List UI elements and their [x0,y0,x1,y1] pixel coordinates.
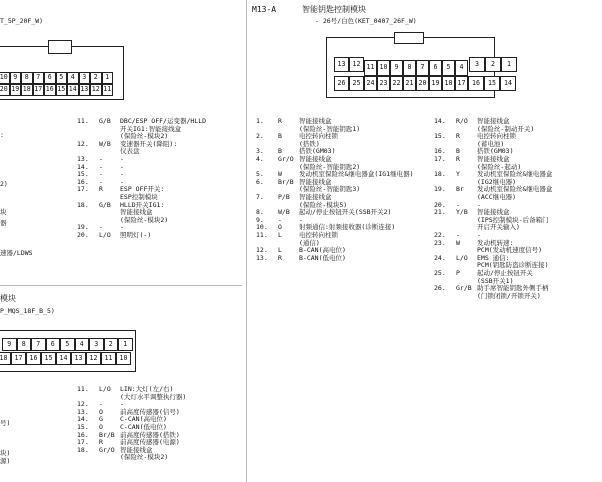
pin-12: 12 [90,84,102,96]
pin-9: 9 [390,60,403,76]
pin-4: 4 [75,338,90,351]
pin-description: 电控转向柱锁 (通信) [299,231,338,247]
wire-color: - [456,200,460,209]
pin-22: 22 [390,76,403,91]
wire-color: - [99,155,103,163]
pin-number: 13. [77,155,89,163]
pin-15: 15 [56,84,68,96]
pin-16: 16 [468,76,484,91]
pin-description: - [120,162,124,171]
pin-description: - [120,223,124,232]
pin-16: 16 [44,84,56,96]
pin-number: 17. [434,155,446,163]
pin-number: 11. [77,385,89,393]
pin-description: B-CAN(低电位) [299,253,346,262]
wire-color: R [278,253,282,262]
pin-23: 23 [377,76,390,91]
wire-color: Gr/B [456,284,472,293]
wire-color: Gr/O [99,445,115,454]
pin-description: - [477,231,481,239]
pin-number: 15. [434,132,446,141]
pin-number: 16. [77,430,89,439]
pin-description: 智能接线盒 (保险丝-智能钥匙1) [299,117,361,133]
wire-color: W [278,170,282,179]
pin-description: 发动机室保险丝&继电器盒 (ACC继电器) [477,185,553,201]
pin-description: 搭铁(GM03) [299,147,336,156]
left-section2-code: P_MQS_18F_B_5) [0,307,55,315]
pin-24: 24 [364,76,377,91]
wire-color: R [278,117,282,125]
wire-color: L/O [456,253,468,262]
pin-number: 12. [256,246,268,255]
wire-color: - [99,162,103,171]
pin-19: 19 [10,84,22,96]
pin-11: 11 [364,60,377,76]
pin-1: 1 [118,338,133,351]
pin-7: 7 [33,72,45,84]
wire-color: L/O [99,385,111,393]
clipped-text: 块 [0,208,7,216]
pin-2: 2 [90,72,102,84]
pin-description: 变速器开关(降阻): 仪表盘 [120,139,178,156]
pin-entry [256,255,346,263]
pin-6: 6 [44,72,56,84]
pin-entry [434,240,542,255]
pin-description: 照明灯(-) [120,231,152,239]
pin-2: 2 [485,57,501,72]
pin-description: 电控转向柱锁 (搭铁) [299,132,338,148]
pin-17: 17 [33,84,45,96]
wire-color: O [99,423,103,431]
pin-description: 发动机室保险丝&继电器盒 (IG2继电器) [477,170,553,186]
pin-14: 14 [500,76,516,91]
pin-9: 9 [10,72,22,84]
pin-13: 13 [334,57,349,72]
pin-description: - [120,170,124,179]
pin-number: 15. [77,170,89,179]
pin-1: 1 [102,72,114,84]
pin-number: 18. [434,170,446,179]
wire-color: Gr/O [278,155,294,163]
wire-color: R/O [456,117,468,125]
wire-color: B [278,147,282,156]
wire-color: Y [456,170,460,179]
connector-code: M13-A [252,5,277,14]
pin-18: 18 [21,84,33,96]
pin-12: 12 [349,57,364,72]
pin-entry [256,179,360,194]
pin-entry [434,255,549,270]
pin-entry [77,202,168,225]
wire-color: L/O [99,231,111,239]
pin-entry [77,141,177,156]
pin-number: 16. [77,177,89,186]
pin-number: 10. [256,223,268,232]
pin-8: 8 [21,72,33,84]
pin-number: 17. [77,438,89,447]
wire-color: R [456,132,460,141]
wire-color: Br [456,185,464,194]
pin-description: 起动/停止按钮开关(SSB开关2) [299,208,392,217]
pin-20: 20 [416,76,429,91]
wire-color: - [456,231,460,239]
pin-description: 智能接线盒 (保险丝-起动) [477,155,522,171]
pin-18: 18 [0,352,11,365]
pin-number: 20. [434,200,446,209]
wire-color: - [99,400,103,409]
pin-description: 智能接线盒 (保险丝-智能钥匙3) [299,177,361,194]
pin-3: 3 [469,57,485,72]
pin-8: 8 [17,338,32,351]
wire-color: O [99,407,103,416]
pin-description: EMS 通信: PCM(钥匙防盗诊断连接) [477,253,549,270]
pin-3: 3 [89,338,104,351]
pin-number: 14. [77,415,89,424]
wire-color: P/B [278,193,290,201]
pin-number: 9. [256,215,264,224]
pin-number: 3. [256,147,264,156]
pin-entry [434,270,533,285]
pin-5: 5 [56,72,68,84]
pin-description: ESP OFF开关: ESP控制模块 [120,185,165,201]
pin-number: 14. [77,162,89,171]
pin-entry [77,118,206,141]
pin-number: 2. [256,132,264,141]
left-connector-code: T_5P_20F_W) [0,17,44,25]
pin-4: 4 [455,60,468,76]
pin-description: 前高度传感器(电源) [120,438,180,447]
wire-color: L [278,231,282,239]
pin-25: 25 [349,76,364,91]
pin-number: 13. [256,253,268,262]
pin-description: - [120,177,124,186]
pin-3: 3 [79,72,91,84]
pin-number: 26. [434,284,446,293]
wire-color: P [456,269,460,277]
pin-13: 13 [71,352,86,365]
pin-description: 发动机室保险丝&继电器盒(IG1继电器) [299,170,414,179]
pin-5: 5 [442,60,455,76]
pin-number: 13. [77,407,89,416]
pin-5: 5 [60,338,75,351]
pin-entry [434,186,552,201]
pin-6: 6 [429,60,442,76]
pin-description: 射频通信:射频接收器(诊断连接) [299,223,396,232]
pin-number: 16. [434,147,446,156]
wire-color: G/B [99,117,111,125]
pin-description: HLLD开关IG1: 智能接线盒 (保险丝-模块2) [120,200,169,224]
clipped-text: 块) [0,449,11,457]
wire-color: Br/B [99,430,115,439]
pin-description: LIN:大灯(左/右) (大灯水平调整执行器) [120,385,187,401]
pin-number: 11. [77,117,89,125]
clipped-text: 源) [0,457,11,465]
wire-color: - [278,215,282,224]
pin-number: 5. [256,170,264,179]
pin-number: 19. [434,185,446,194]
pin-number: 11. [256,231,268,239]
pin-4: 4 [67,72,79,84]
pin-number: 7. [256,193,264,201]
pin-description: 前高度传感器(搭铁) [120,430,180,439]
pin-21: 21 [403,76,416,91]
pin-17: 17 [11,352,26,365]
pin-number: 6. [256,177,264,186]
wire-color: G [99,415,103,424]
pin-2: 2 [104,338,119,351]
pin-description: 电控转向柱锁 (蓄电池) [477,132,516,148]
column-divider [246,0,247,482]
pin-description: 搭铁(GM03) [477,147,514,156]
pin-description: 智能接线盒 (IPS控制模块-后备箱门 开启开关输入) [477,208,549,232]
pin-number: 18. [77,445,89,454]
pin-19: 19 [429,76,442,91]
pin-description: 前高度传感器(信号) [120,407,180,416]
pin-20: 20 [0,84,10,96]
pin-description: DBC/ESP OFF/运变器/HLLD 开关IG1:智能接线盒 (保险丝-模块2) [120,117,207,141]
pin-1: 1 [501,57,517,72]
pin-13: 13 [79,84,91,96]
clipped-text: 速器/LDWS [0,249,33,257]
wire-color: B [456,147,460,156]
wire-color: O [278,223,282,232]
pin-14: 14 [67,84,79,96]
pin-entry [256,194,347,209]
pin-6: 6 [46,338,61,351]
pin-entry [434,156,521,171]
pin-16: 16 [26,352,41,365]
pin-entry [434,118,534,133]
section-divider [0,285,242,286]
pin-number: 21. [434,208,446,217]
pin-10: 10 [116,352,131,365]
pin-number: 25. [434,269,446,277]
pin-number: 24. [434,253,446,262]
pin-number: 19. [77,223,89,232]
connector-key [48,40,72,54]
pin-description: 智能接线盒 (保险丝-模块5) [299,193,348,209]
wire-color: W [456,238,460,247]
pin-number: 14. [434,117,446,125]
connector-housing [0,330,136,372]
pin-number: 1. [256,117,264,125]
pin-26: 26 [334,76,349,91]
pin-9: 9 [2,338,17,351]
pin-10: 10 [0,72,10,84]
wire-color: L [278,246,282,255]
wire-color: R [99,185,103,194]
pin-15: 15 [484,76,500,91]
pin-description: B-CAN(高电位) [299,246,346,255]
pin-description: - [477,200,481,209]
pin-number: 4. [256,155,264,163]
pin-11: 11 [102,84,114,96]
pin-number: 17. [77,185,89,194]
pin-entry [256,232,338,247]
clipped-text: 器 [0,219,7,227]
pin-8: 8 [403,60,416,76]
pin-entry [256,209,391,217]
pin-description: - [299,215,303,224]
pin-description: 起动/停止按钮开关 (SSB开关1) [477,269,533,285]
wire-color: Br/B [278,177,294,186]
pin-description: - [120,155,124,163]
wire-color: R [99,438,103,447]
pin-number: 15. [77,423,89,431]
wire-color: B [278,132,282,141]
clipped-text: 2) [0,180,8,188]
pin-entry [77,386,186,401]
pin-entry [256,156,360,171]
pin-number: 23. [434,238,446,247]
clipped-text: : [0,131,4,139]
wire-color: - [99,223,103,232]
pin-number: 12. [77,139,89,148]
wire-color: G/B [99,200,111,209]
pin-17: 17 [455,76,468,91]
left-section2-title: 模块 [0,294,16,303]
pin-10: 10 [377,60,390,76]
pin-entry [256,118,360,133]
pin-entry [77,447,168,462]
wire-color: Y/B [456,208,468,217]
pin-entry [434,285,549,300]
wire-color: R [456,155,460,163]
pin-number: 18. [77,200,89,209]
pin-number: 20. [77,231,89,239]
pin-entry [434,209,549,232]
pin-7: 7 [416,60,429,76]
pin-number: 8. [256,208,264,217]
clipped-text: 号) [0,419,11,427]
pin-7: 7 [31,338,46,351]
pin-12: 12 [86,352,101,365]
connector-subtitle: - 26号/白色(KET_0407_26F_W) [315,17,417,25]
pin-14: 14 [56,352,71,365]
pin-15: 15 [41,352,56,365]
pin-18: 18 [442,76,455,91]
wire-color: W/B [99,139,111,148]
pin-number: 22. [434,231,446,239]
pin-description: 助手席智能钥匙外侧手柄 (门锁闭锁/开锁开关) [477,284,549,300]
pin-description: 智能接线盒 (保险丝-智能钥匙2) [299,155,361,171]
wire-color: W/B [278,208,290,217]
pin-description: - [120,400,124,409]
pin-number: 12. [77,400,89,409]
pin-11: 11 [101,352,116,365]
pin-description: 智能接线盒 (保险丝-模块2) [120,445,169,462]
pin-entry [77,232,151,240]
wire-color: - [99,177,103,186]
pin-description: C-CAN(高电位) [120,415,167,424]
pin-description: C-CAN(低电位) [120,423,167,431]
connector-title: 智能钥匙控制模块 [302,5,366,14]
wire-color: - [99,170,103,179]
pin-description: 发动机转速: PCM(发动机速度信号) [477,238,543,255]
connector-key [394,32,424,44]
pin-description: 智能接线盒 (保险丝-制动开关) [477,117,535,133]
pin-entry [77,186,164,201]
